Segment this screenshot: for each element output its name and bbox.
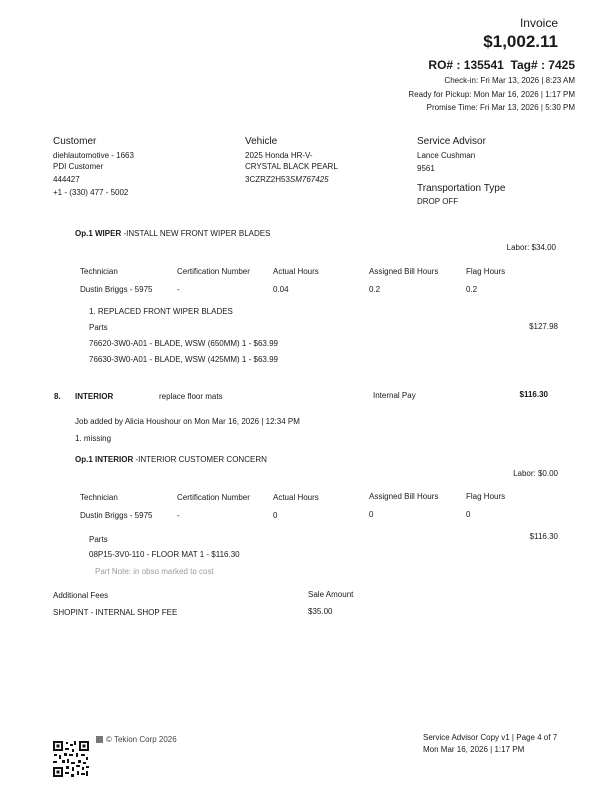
advisor-id: 9561 bbox=[417, 164, 435, 173]
job1-header-cert: Certification Number bbox=[177, 267, 250, 276]
vehicle-model: 2025 Honda HR-V- bbox=[245, 151, 313, 160]
job8-technician: Dustin Briggs - 5975 bbox=[80, 511, 153, 520]
job1-header-flag: Flag Hours bbox=[466, 267, 506, 276]
transport-heading: Transportation Type bbox=[417, 183, 506, 194]
customer-number: 444427 bbox=[53, 175, 80, 184]
job1-flag: 0.2 bbox=[466, 285, 478, 294]
document-type: Invoice bbox=[519, 16, 558, 30]
job1-header-actual: Actual Hours bbox=[273, 267, 319, 276]
job1-op-line bbox=[75, 229, 270, 238]
service-advisor-heading: Service Advisor bbox=[417, 136, 486, 147]
ro-label: RO# bbox=[428, 58, 454, 72]
job1-op-desc: -INSTALL NEW FRONT WIPER BLADES bbox=[121, 229, 271, 238]
job8-name: INTERIOR bbox=[75, 392, 114, 401]
tekion-logo-icon bbox=[96, 736, 103, 743]
job8-header-actual: Actual Hours bbox=[273, 493, 319, 502]
vehicle-color: CRYSTAL BLACK PEARL bbox=[245, 162, 338, 171]
job1-labor: Labor: $34.00 bbox=[506, 243, 556, 252]
customer-type: PDI Customer bbox=[53, 162, 104, 171]
customer-name: diehlautomotive - 1663 bbox=[53, 151, 134, 160]
job8-parts-heading: Parts bbox=[89, 535, 108, 544]
job1-parts-total: $127.98 bbox=[529, 322, 558, 331]
promise-time: Promise Time: Fri Mar 13, 2026 | 5:30 PM bbox=[426, 103, 575, 112]
job8-actual: 0 bbox=[273, 511, 278, 520]
job8-header-assigned: Assigned Bill Hours bbox=[369, 492, 439, 501]
job8-desc: replace floor mats bbox=[159, 392, 223, 401]
job1-assigned: 0.2 bbox=[369, 285, 381, 294]
job8-part-note: Part Note: in obso marked to cost bbox=[95, 567, 214, 576]
job8-cert: - bbox=[177, 511, 180, 520]
footer-copy-info: Service Advisor Copy v1 | Page 4 of 7 bbox=[423, 733, 558, 742]
job1-cert: - bbox=[177, 285, 180, 294]
job1-note: 1. REPLACED FRONT WIPER BLADES bbox=[89, 307, 233, 316]
checkin-time: Check-in: Fri Mar 13, 2026 | 8:23 AM bbox=[444, 76, 575, 85]
job8-assigned: 0 bbox=[369, 510, 374, 519]
qr-code-icon bbox=[52, 740, 90, 778]
footer-brand bbox=[96, 735, 177, 744]
job1-part-1: 76620-3W0-A01 - BLADE, WSW (650MM) 1 - $63.99 bbox=[89, 339, 278, 348]
fees-heading: Additional Fees bbox=[53, 591, 109, 600]
job8-op-code: Op.1 INTERIOR bbox=[75, 455, 134, 464]
fees-amount-heading: Sale Amount bbox=[308, 590, 354, 599]
job1-parts-heading: Parts bbox=[89, 323, 108, 332]
vehicle-vin bbox=[245, 175, 329, 184]
job8-part-1: 08P15-3V0-110 - FLOOR MAT 1 - $116.30 bbox=[89, 550, 240, 559]
vehicle-heading: Vehicle bbox=[245, 136, 278, 147]
tag-number: 7425 bbox=[548, 58, 575, 72]
customer-heading: Customer bbox=[53, 136, 97, 147]
ready-time: Ready for Pickup: Mon Mar 16, 2026 | 1:17 PM bbox=[408, 90, 575, 99]
job1-part-2: 76630-3W0-A01 - BLADE, WSW (425MM) 1 - $63.99 bbox=[89, 355, 278, 364]
advisor-name: Lance Cushman bbox=[417, 151, 476, 160]
job1-header-technician: Technician bbox=[80, 267, 118, 276]
invoice-total: $1,002.11 bbox=[483, 32, 558, 51]
tag-label: Tag# bbox=[510, 58, 538, 72]
ro-number: 135541 bbox=[463, 58, 504, 72]
job8-header-technician: Technician bbox=[80, 493, 118, 502]
fee-amount: $35.00 bbox=[308, 607, 333, 616]
job8-pay-type: Internal Pay bbox=[373, 391, 416, 400]
job8-added-by: Job added by Alicia Houshour on Mon Mar 16, 2026 | 12:34 PM bbox=[75, 417, 300, 426]
ro-tag-line: RO# : 135541 Tag# : 7425 bbox=[428, 58, 575, 72]
job8-concern: 1. missing bbox=[75, 434, 112, 443]
job8-parts-total: $116.30 bbox=[529, 532, 558, 541]
job1-op-code: Op.1 WIPER bbox=[75, 229, 122, 238]
job1-header-assigned: Assigned Bill Hours bbox=[369, 267, 439, 276]
job8-header-cert: Certification Number bbox=[177, 493, 250, 502]
job8-op-line bbox=[75, 455, 267, 464]
fee-name: SHOPINT - INTERNAL SHOP FEE bbox=[53, 608, 178, 617]
job8-flag: 0 bbox=[466, 510, 471, 519]
job8-number: 8. bbox=[54, 392, 61, 401]
footer-print-date: Mon Mar 16, 2026 | 1:17 PM bbox=[423, 745, 525, 754]
vin-suffix: SM767425 bbox=[289, 175, 329, 184]
footer-copyright: © Tekion Corp 2026 bbox=[106, 735, 177, 744]
job1-actual: 0.04 bbox=[273, 285, 289, 294]
transport-value: DROP OFF bbox=[417, 197, 459, 206]
job8-op-desc: -INTERIOR CUSTOMER CONCERN bbox=[133, 455, 267, 464]
job1-technician: Dustin Briggs - 5975 bbox=[80, 285, 153, 294]
customer-phone: +1 - (330) 477 - 5002 bbox=[53, 188, 129, 197]
vin-prefix: 3CZRZ2H53 bbox=[245, 175, 290, 184]
job8-header-flag: Flag Hours bbox=[466, 492, 506, 501]
job8-amount: $116.30 bbox=[519, 390, 548, 399]
job8-labor: Labor: $0.00 bbox=[513, 469, 558, 478]
